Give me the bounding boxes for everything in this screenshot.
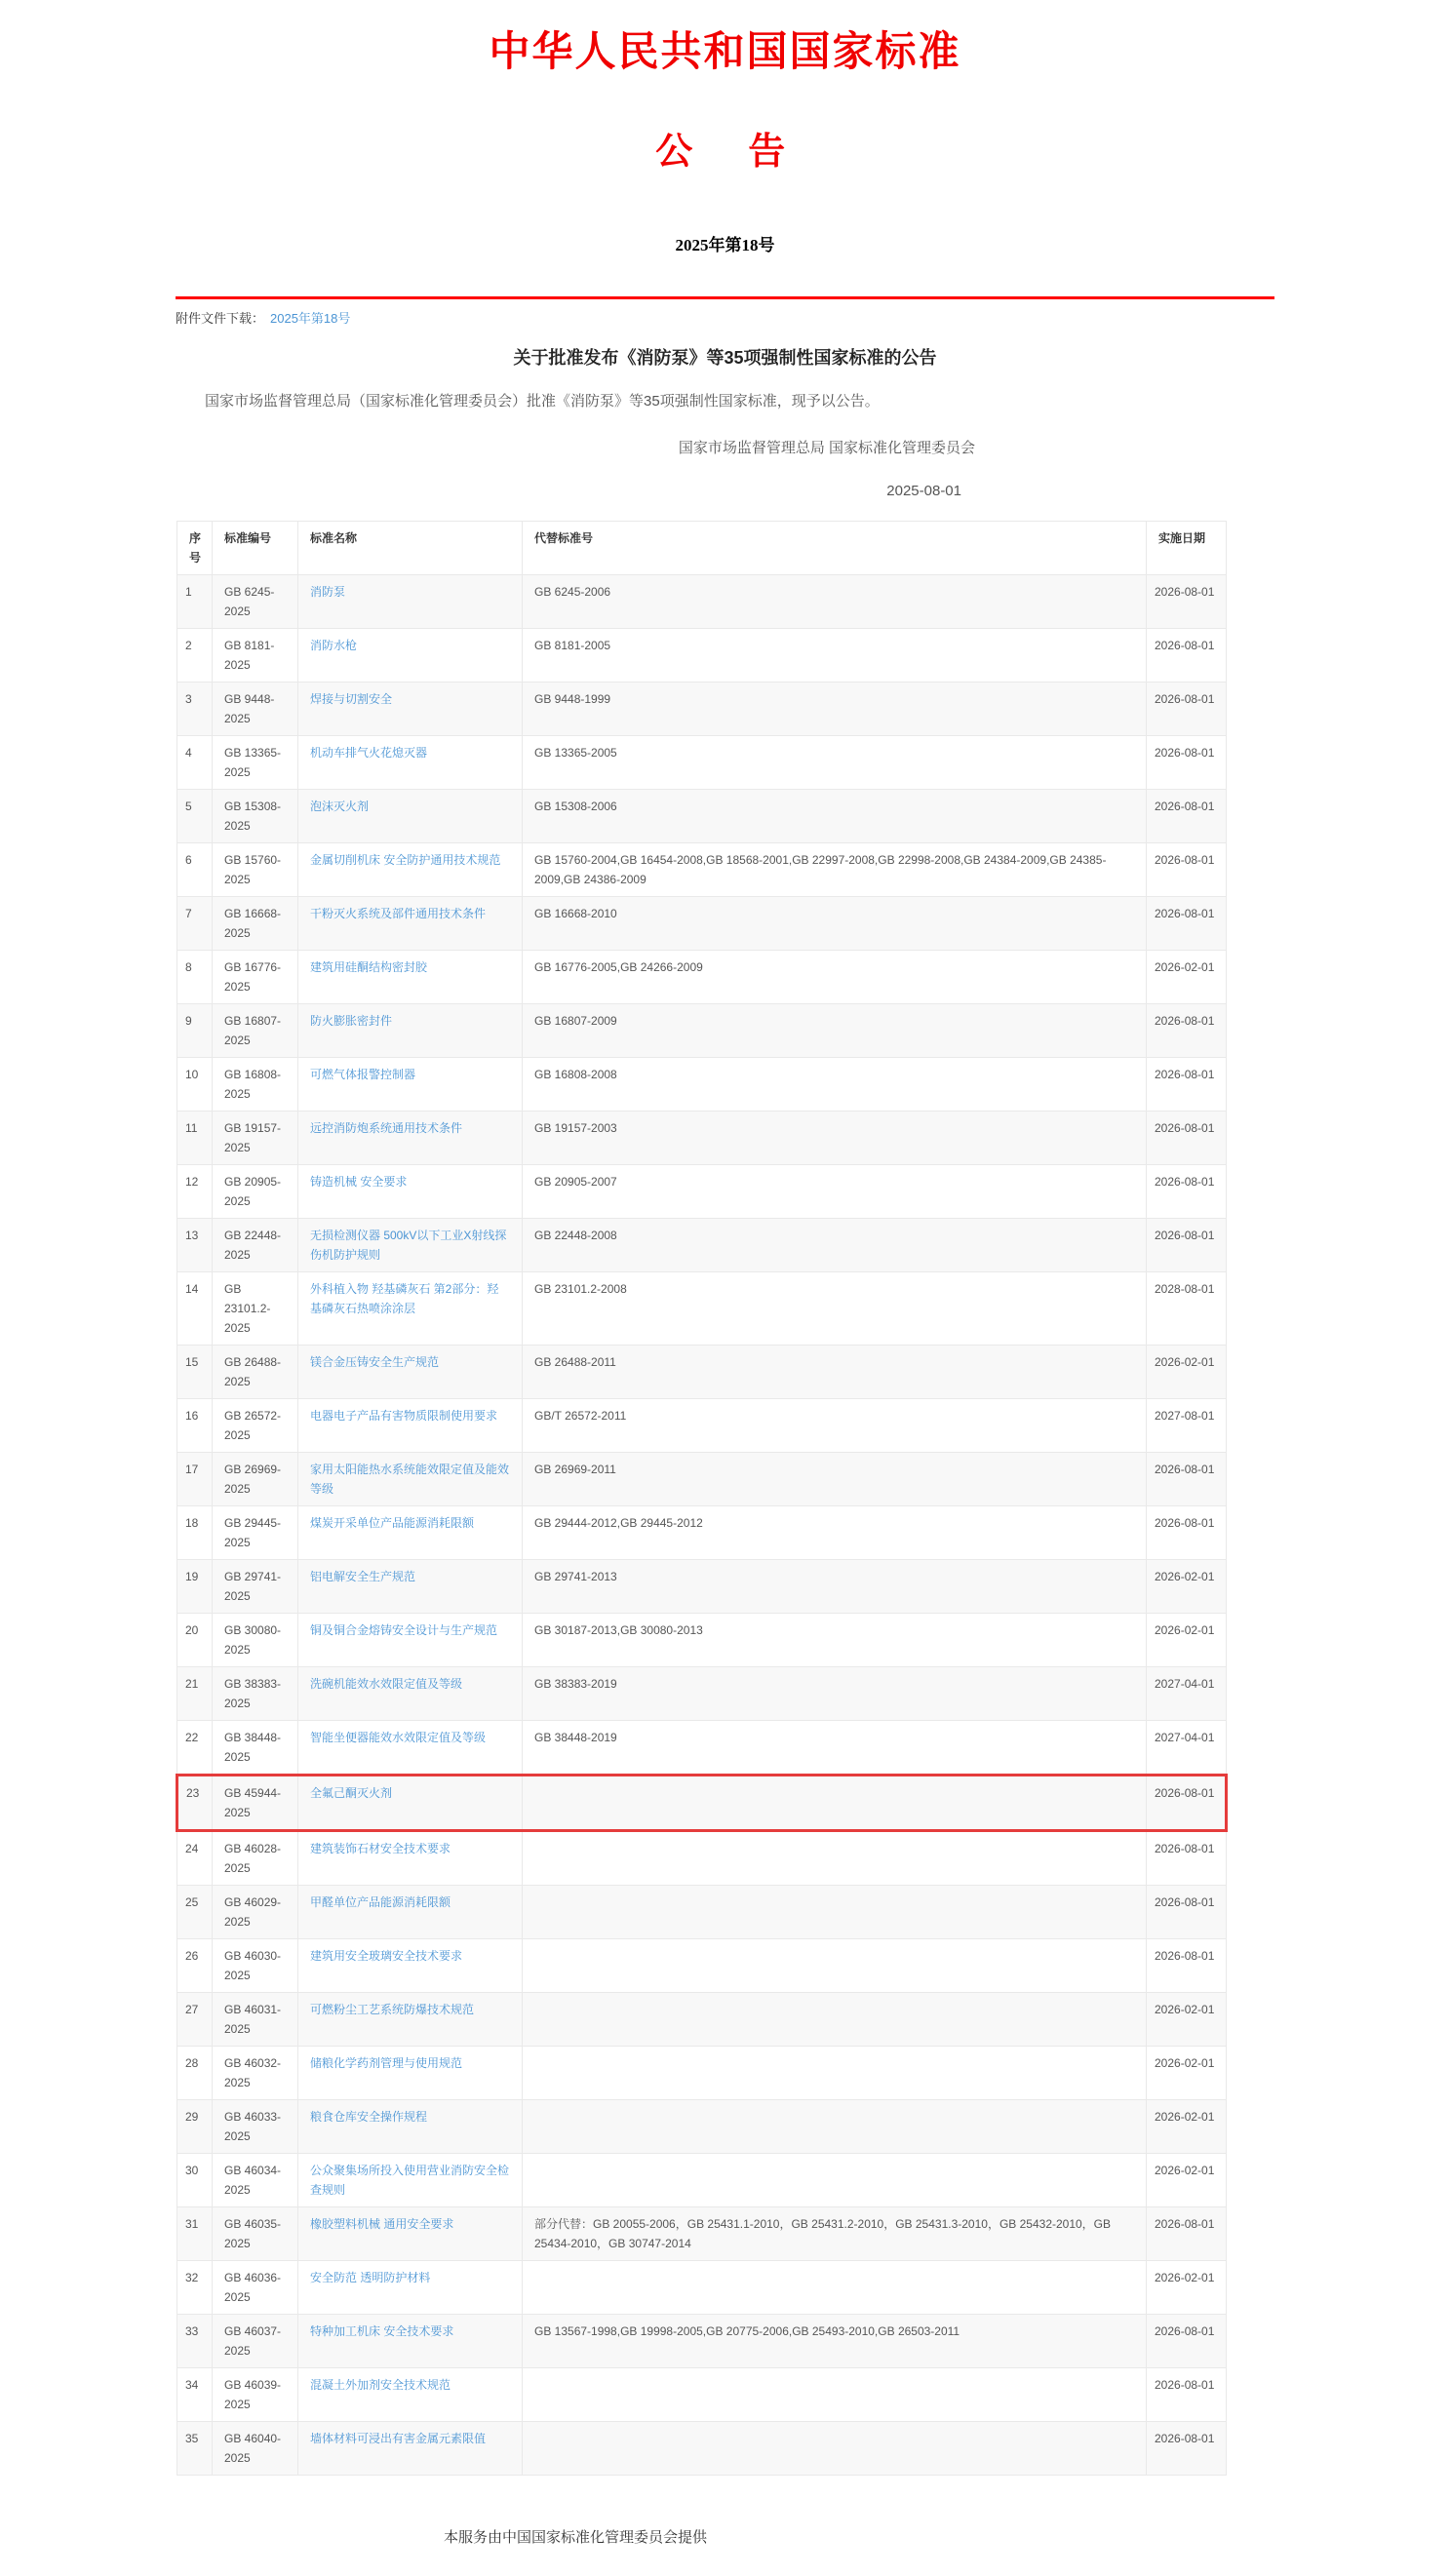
standard-name-cell [298,1720,523,1775]
standard-name-link[interactable]: 焊接与切割安全 [310,691,393,706]
replaced-standards-cell [523,2046,1147,2099]
table-header-row [177,521,1227,574]
implementation-date-cell: 2026-08-01 [1147,1505,1227,1559]
column-header: 标准编号 [213,521,298,574]
issuing-authority: 国家市场监督管理总局 国家标准化管理委员会 [678,439,975,456]
row-number-cell: 2 [177,628,213,682]
standard-code-cell: GB 22448-2025 [213,1218,298,1271]
implementation-date-cell: 2026-08-01 [1147,1452,1227,1505]
standard-name-cell [298,735,523,789]
implementation-date-cell: 2026-08-01 [1147,2421,1227,2475]
table-row [177,1938,1227,1992]
standard-name-link[interactable]: 墙体材料可浸出有害金属元素限值 [310,2431,487,2445]
standard-name-link[interactable]: 煤炭开采单位产品能源消耗限额 [310,1515,475,1530]
table-row [177,1398,1227,1452]
standard-name-cell [298,1938,523,1992]
standard-name-link[interactable]: 铜及铜合金熔铸安全设计与生产规范 [310,1622,498,1637]
standard-code-cell: GB 46034-2025 [213,2153,298,2206]
implementation-date-cell: 2026-08-01 [1147,2314,1227,2367]
standard-name-cell [298,1885,523,1938]
replaced-standards-cell: GB 16668-2010 [523,896,1147,950]
standard-name-link[interactable]: 建筑用硅酮结构密封胶 [310,959,428,974]
row-number-cell: 25 [177,1885,213,1938]
replaced-standards-cell: GB/T 26572-2011 [523,1398,1147,1452]
standard-name-cell [298,1505,523,1559]
row-number-cell: 30 [177,2153,213,2206]
implementation-date-cell: 2028-08-01 [1147,1271,1227,1345]
table-row [177,1830,1227,1885]
table-row [177,2206,1227,2260]
replaced-standards-cell: GB 26488-2011 [523,1345,1147,1398]
implementation-date-cell: 2026-08-01 [1147,628,1227,682]
table-row [177,789,1227,842]
table-row [177,2099,1227,2153]
table-row [177,842,1227,896]
table-row [177,1111,1227,1164]
issue-date: 2025-08-01 [886,482,961,499]
standard-code-cell: GB 6245-2025 [213,574,298,628]
standard-name-cell [298,2206,523,2260]
implementation-date-cell: 2026-08-01 [1147,574,1227,628]
replaced-standards-cell: GB 15308-2006 [523,789,1147,842]
standard-code-cell: GB 29741-2025 [213,1559,298,1613]
standard-name-cell [298,1398,523,1452]
standard-name-cell [298,1218,523,1271]
table-row [177,1992,1227,2046]
standard-name-link[interactable]: 消防水枪 [310,638,358,652]
standard-code-cell: GB 46030-2025 [213,1938,298,1992]
standard-name-link[interactable]: 洗碗机能效水效限定值及等级 [310,1676,463,1691]
row-number-cell: 23 [177,1775,213,1830]
issue-number: 2025年第18号 [675,236,775,254]
row-number-cell: 31 [177,2206,213,2260]
standard-name-cell [298,2099,523,2153]
standard-code-cell: GB 46037-2025 [213,2314,298,2367]
replaced-standards-cell [523,2260,1147,2314]
row-number-cell: 24 [177,1830,213,1885]
replaced-standards-cell: GB 16808-2008 [523,1057,1147,1111]
standard-name-link[interactable]: 全氟己酮灭火剂 [310,1785,393,1800]
replaced-standards-cell [523,1775,1147,1830]
implementation-date-cell: 2026-08-01 [1147,896,1227,950]
standard-name-link[interactable]: 铸造机械 安全要求 [310,1174,408,1189]
table-row [177,1218,1227,1271]
row-number-cell: 8 [177,950,213,1003]
table-row [177,2260,1227,2314]
replaced-standards-cell: 部分代替：GB 20055-2006，GB 25431.1-2010，GB 25431.2-2010，GB 25431.3-2010，GB 25432-2010，GB 25434-2010，GB 30747-2014 [523,2206,1147,2260]
implementation-date-cell: 2026-08-01 [1147,1938,1227,1992]
row-number-cell: 14 [177,1271,213,1345]
standard-name-link[interactable]: 可燃粉尘工艺系统防爆技术规范 [310,2002,475,2016]
row-number-cell: 21 [177,1666,213,1720]
standard-name-cell [298,2421,523,2475]
standard-name-cell [298,1775,523,1830]
implementation-date-cell: 2027-04-01 [1147,1666,1227,1720]
standard-code-cell: GB 20905-2025 [213,1164,298,1218]
standard-code-cell: GB 46036-2025 [213,2260,298,2314]
signature-block [176,437,975,499]
row-number-cell: 17 [177,1452,213,1505]
standard-name-cell [298,789,523,842]
table-row [177,1559,1227,1613]
implementation-date-cell: 2026-08-01 [1147,842,1227,896]
row-number-cell: 16 [177,1398,213,1452]
standard-name-link[interactable]: 橡胶塑料机械 通用安全要求 [310,2216,454,2231]
standard-code-cell: GB 13365-2025 [213,735,298,789]
row-number-cell: 7 [177,896,213,950]
standard-code-cell: GB 46029-2025 [213,1885,298,1938]
table-row [177,2421,1227,2475]
row-number-cell: 11 [177,1111,213,1164]
implementation-date-cell: 2026-08-01 [1147,1885,1227,1938]
implementation-date-cell: 2026-08-01 [1147,1057,1227,1111]
implementation-date-cell: 2026-08-01 [1147,682,1227,735]
standard-code-cell: GB 26969-2025 [213,1452,298,1505]
standard-name-link[interactable]: 智能坐便器能效水效限定值及等级 [310,1730,487,1744]
table-row [177,1164,1227,1218]
replaced-standards-cell: GB 15760-2004,GB 16454-2008,GB 18568-2001,GB 22997-2008,GB 22998-2008,GB 24384-2009,GB 24385-2009,GB 24386-2009 [523,842,1147,896]
row-number-cell: 29 [177,2099,213,2153]
standard-name-cell [298,1164,523,1218]
standard-name-link[interactable]: 远控消防炮系统通用技术条件 [310,1120,463,1135]
row-number-cell: 33 [177,2314,213,2367]
standard-code-cell: GB 15308-2025 [213,789,298,842]
standard-name-cell [298,1345,523,1398]
implementation-date-cell: 2026-08-01 [1147,1830,1227,1885]
standard-name-link[interactable]: 镁合金压铸安全生产规范 [310,1354,440,1369]
standard-name-link[interactable]: 混凝土外加剂安全技术规范 [310,2377,451,2392]
implementation-date-cell: 2026-08-01 [1147,789,1227,842]
standard-code-cell: GB 15760-2025 [213,842,298,896]
page-subtitle: 公 告 [655,132,795,173]
row-number-cell: 20 [177,1613,213,1666]
replaced-standards-cell: GB 29444-2012,GB 29445-2012 [523,1505,1147,1559]
standard-code-cell: GB 46035-2025 [213,2206,298,2260]
implementation-date-cell: 2026-08-01 [1147,2206,1227,2260]
announcement-page [176,0,1274,2576]
replaced-standards-cell: GB 13365-2005 [523,735,1147,789]
standard-name-link[interactable]: 干粉灭火系统及部件通用技术条件 [310,906,487,920]
standard-name-cell [298,1271,523,1345]
standard-name-cell [298,2046,523,2099]
standard-name-link[interactable]: 外科植入物 羟基磷灰石 第2部分：羟基磷灰石热喷涂涂层 [310,1281,499,1315]
table-row [177,1057,1227,1111]
row-number-cell: 1 [177,574,213,628]
row-number-cell: 22 [177,1720,213,1775]
table-row [177,2314,1227,2367]
standard-code-cell: GB 16668-2025 [213,896,298,950]
announcement-body: 国家市场监督管理总局（国家标准化管理委员会）批准《消防泵》等35项强制性国家标准，现予以公告。 [205,393,880,410]
replaced-standards-cell: GB 16807-2009 [523,1003,1147,1057]
implementation-date-cell: 2026-08-01 [1147,1164,1227,1218]
table-row [177,628,1227,682]
replaced-standards-cell [523,2153,1147,2206]
replaced-standards-cell [523,1830,1147,1885]
standard-name-link[interactable]: 家用太阳能热水系统能效限定值及能效等级 [310,1462,510,1496]
standard-name-cell [298,574,523,628]
implementation-date-cell: 2026-02-01 [1147,2046,1227,2099]
standard-code-cell: GB 46033-2025 [213,2099,298,2153]
table-row [177,682,1227,735]
standard-name-cell [298,1992,523,2046]
row-number-cell: 28 [177,2046,213,2099]
standard-code-cell: GB 16776-2025 [213,950,298,1003]
replaced-standards-cell: GB 9448-1999 [523,682,1147,735]
implementation-date-cell: 2026-02-01 [1147,1345,1227,1398]
row-number-cell: 19 [177,1559,213,1613]
implementation-date-cell: 2026-08-01 [1147,735,1227,789]
standard-name-cell [298,628,523,682]
standard-name-cell [298,1003,523,1057]
row-number-cell: 6 [177,842,213,896]
standard-name-cell [298,1613,523,1666]
standard-name-link[interactable]: 无损检测仪器 500kV以下工业X射线探伤机防护规则 [310,1228,507,1262]
attachment-link[interactable]: 2025年第18号 [270,311,351,326]
implementation-date-cell: 2026-08-01 [1147,1111,1227,1164]
replaced-standards-cell [523,2367,1147,2421]
column-header: 代替标准号 [523,521,1147,574]
table-row [177,1452,1227,1505]
standard-name-cell [298,2153,523,2206]
standard-code-cell: GB 46040-2025 [213,2421,298,2475]
standard-name-link[interactable]: 泡沫灭火剂 [310,799,370,813]
table-row [177,1885,1227,1938]
implementation-date-cell: 2026-08-01 [1147,1218,1227,1271]
table-row-highlighted [177,1775,1227,1830]
standard-name-link[interactable]: 甲醛单位产品能源消耗限额 [310,1894,451,1909]
table-row [177,1271,1227,1345]
standard-name-link[interactable]: 机动车排气火花熄灭器 [310,745,428,760]
standard-code-cell: GB 16808-2025 [213,1057,298,1111]
standard-name-cell [298,842,523,896]
table-row [177,1666,1227,1720]
standard-name-cell [298,1452,523,1505]
standard-name-link[interactable]: 可燃气体报警控制器 [310,1067,416,1081]
replaced-standards-cell: GB 22448-2008 [523,1218,1147,1271]
standard-code-cell: GB 46039-2025 [213,2367,298,2421]
standard-name-link[interactable]: 安全防范 透明防护材料 [310,2270,431,2284]
table-row [177,735,1227,789]
replaced-standards-cell [523,1938,1147,1992]
replaced-standards-cell: GB 8181-2005 [523,628,1147,682]
standard-name-link[interactable]: 电器电子产品有害物质限制使用要求 [310,1408,498,1423]
table-row [177,574,1227,628]
footer-wrap [176,2526,975,2547]
standard-name-cell [298,1057,523,1111]
standard-name-cell [298,2367,523,2421]
standard-name-link[interactable]: 公众聚集场所投入使用营业消防安全检查规则 [310,2163,510,2197]
standard-name-cell [298,2260,523,2314]
standard-name-cell [298,950,523,1003]
standard-name-link[interactable]: 特种加工机床 安全技术要求 [310,2323,454,2338]
implementation-date-cell: 2026-02-01 [1147,1559,1227,1613]
table-row [177,2367,1227,2421]
implementation-date-cell: 2026-02-01 [1147,2099,1227,2153]
standard-code-cell: GB 29445-2025 [213,1505,298,1559]
replaced-standards-cell [523,2099,1147,2153]
implementation-date-cell: 2026-02-01 [1147,1992,1227,2046]
standard-name-link[interactable]: 建筑用安全玻璃安全技术要求 [310,1948,463,1963]
row-number-cell: 4 [177,735,213,789]
standard-code-cell: GB 46031-2025 [213,1992,298,2046]
standard-code-cell: GB 46028-2025 [213,1830,298,1885]
standard-name-cell [298,1666,523,1720]
footer-note: 本服务由中国国家标准化管理委员会提供 [443,2528,707,2546]
table-row [177,1613,1227,1666]
row-number-cell: 10 [177,1057,213,1111]
standard-name-link[interactable]: 消防泵 [310,584,346,599]
replaced-standards-cell: GB 26969-2011 [523,1452,1147,1505]
attachment-label: 附件文件下载： [176,311,265,326]
table-row [177,1003,1227,1057]
row-number-cell: 18 [177,1505,213,1559]
replaced-standards-cell: GB 13567-1998,GB 19998-2005,GB 20775-2006,GB 25493-2010,GB 26503-2011 [523,2314,1147,2367]
row-number-cell: 9 [177,1003,213,1057]
replaced-standards-cell: GB 38448-2019 [523,1720,1147,1775]
row-number-cell: 3 [177,682,213,735]
replaced-standards-cell: GB 19157-2003 [523,1111,1147,1164]
page-title: 中华人民共和国国家标准 [489,30,961,75]
replaced-standards-cell [523,1992,1147,2046]
standard-name-link[interactable]: 储粮化学药剂管理与使用规范 [310,2055,463,2070]
standard-name-link[interactable]: 粮食仓库安全操作规程 [310,2109,428,2124]
attachment-row [176,308,1274,327]
replaced-standards-cell: GB 6245-2006 [523,574,1147,628]
row-number-cell: 34 [177,2367,213,2421]
red-divider [176,296,1274,299]
standard-code-cell: GB 30080-2025 [213,1613,298,1666]
standard-code-cell: GB 9448-2025 [213,682,298,735]
column-header: 实施日期 [1147,521,1227,574]
standard-code-cell: GB 16807-2025 [213,1003,298,1057]
implementation-date-cell: 2027-04-01 [1147,1720,1227,1775]
standard-name-link[interactable]: 铝电解安全生产规范 [310,1569,416,1583]
row-number-cell: 15 [177,1345,213,1398]
implementation-date-cell: 2026-08-01 [1147,2367,1227,2421]
row-number-cell: 12 [177,1164,213,1218]
table-row [177,950,1227,1003]
row-number-cell: 35 [177,2421,213,2475]
row-number-cell: 5 [177,789,213,842]
standard-name-cell [298,2314,523,2367]
implementation-date-cell: 2026-02-01 [1147,2260,1227,2314]
standard-code-cell: GB 45944-2025 [213,1775,298,1830]
row-number-cell: 13 [177,1218,213,1271]
standard-name-link[interactable]: 防火膨胀密封件 [310,1013,393,1028]
standard-code-cell: GB 8181-2025 [213,628,298,682]
implementation-date-cell: 2026-02-01 [1147,2153,1227,2206]
standard-name-cell [298,896,523,950]
standard-name-cell [298,682,523,735]
replaced-standards-cell: GB 38383-2019 [523,1666,1147,1720]
table-row [177,896,1227,950]
replaced-standards-cell: GB 30187-2013,GB 30080-2013 [523,1613,1147,1666]
implementation-date-cell: 2026-02-01 [1147,950,1227,1003]
standard-code-cell: GB 26572-2025 [213,1398,298,1452]
table-row [177,1720,1227,1775]
table-row [177,1505,1227,1559]
table-row [177,2153,1227,2206]
implementation-date-cell: 2027-08-01 [1147,1398,1227,1452]
replaced-standards-cell: GB 29741-2013 [523,1559,1147,1613]
row-number-cell: 26 [177,1938,213,1992]
standard-name-cell [298,1830,523,1885]
column-header: 序号 [177,521,213,574]
implementation-date-cell: 2026-02-01 [1147,1613,1227,1666]
standard-code-cell: GB 23101.2-2025 [213,1271,298,1345]
row-number-cell: 27 [177,1992,213,2046]
replaced-standards-cell [523,2421,1147,2475]
column-header: 标准名称 [298,521,523,574]
table-row [177,2046,1227,2099]
table-row [177,1345,1227,1398]
standard-code-cell: GB 26488-2025 [213,1345,298,1398]
standard-code-cell: GB 46032-2025 [213,2046,298,2099]
standard-code-cell: GB 19157-2025 [213,1111,298,1164]
announcement-title: 关于批准发布《消防泵》等35项强制性国家标准的公告 [513,348,937,368]
standard-name-link[interactable]: 金属切削机床 安全防护通用技术规范 [310,852,501,867]
standard-name-cell [298,1111,523,1164]
standard-code-cell: GB 38383-2025 [213,1666,298,1720]
standard-name-link[interactable]: 建筑装饰石材安全技术要求 [310,1841,451,1855]
implementation-date-cell: 2026-08-01 [1147,1775,1227,1830]
standard-code-cell: GB 38448-2025 [213,1720,298,1775]
replaced-standards-cell: GB 16776-2005,GB 24266-2009 [523,950,1147,1003]
row-number-cell: 32 [177,2260,213,2314]
replaced-standards-cell: GB 23101.2-2008 [523,1271,1147,1345]
implementation-date-cell: 2026-08-01 [1147,1003,1227,1057]
standard-name-cell [298,1559,523,1613]
replaced-standards-cell [523,1885,1147,1938]
replaced-standards-cell: GB 20905-2007 [523,1164,1147,1218]
standards-table [176,521,1228,2476]
